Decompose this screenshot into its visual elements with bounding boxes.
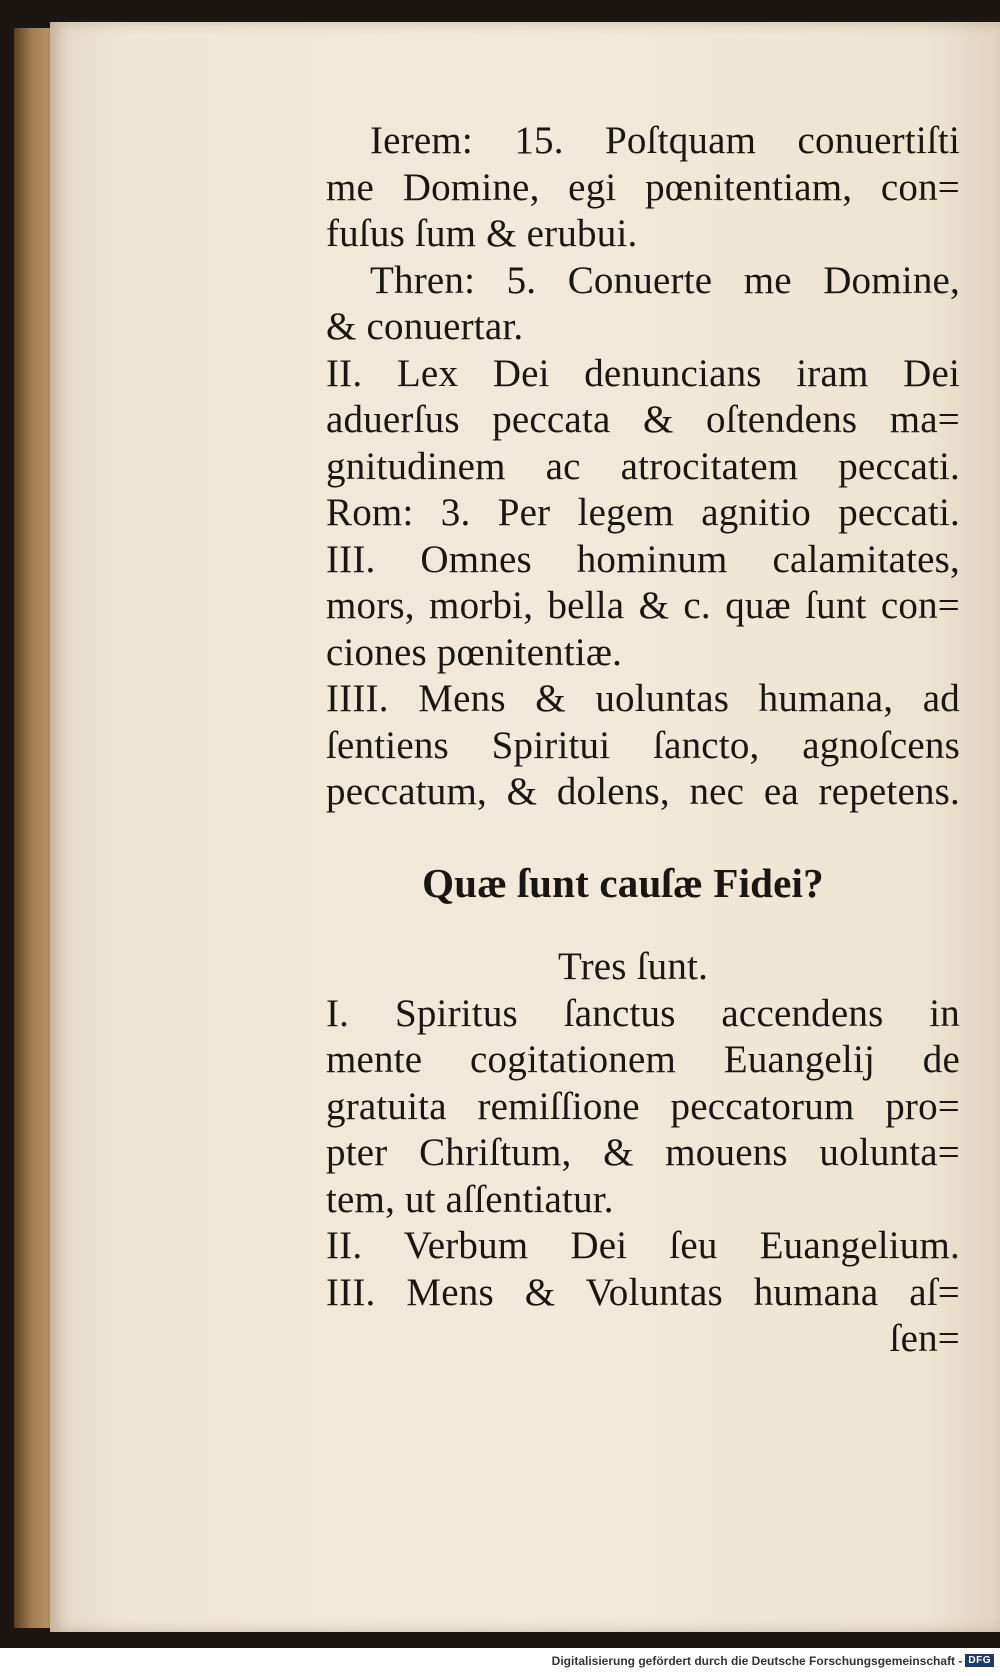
text-line: I. Spiritus ſanctus accendens in: [326, 991, 960, 1035]
text-line: gratuita remiſſione peccatorum pro=: [326, 1084, 960, 1128]
text-line: pter Chriſtum, & mouens uolunta=: [326, 1131, 960, 1174]
text-line: ſentiens Spiritui ſancto, agnoſcens: [326, 723, 960, 767]
text-line: II. Lex Dei denuncians iram Dei: [326, 351, 960, 395]
footer-text: Digitalisierung gefördert durch die Deutsche Forschungsgemeinschaft -: [551, 1653, 963, 1668]
text-line: III. Mens & Voluntas humana aſ=: [326, 1270, 960, 1314]
text-line: fuſus ſum & erubui.: [326, 212, 638, 255]
page-text: [326, 118, 960, 1363]
section-subheading: Tres ſunt.: [557, 945, 709, 988]
text-line: Thren: 5. Conuerte me Domine,: [370, 258, 960, 302]
text-line: tem, ut aſſentiatur.: [326, 1177, 614, 1221]
text-line: & conuertar.: [326, 305, 524, 348]
text-line: IIII. Mens & uoluntas humana, ad: [326, 677, 960, 720]
text-line: II. Verbum Dei ſeu Euangelium.: [326, 1224, 960, 1267]
text-line: ciones pœnitentiæ.: [326, 630, 623, 674]
dfg-logo-icon: DFG: [965, 1654, 994, 1667]
text-line: me Domine, egi pœnitentiam, con=: [326, 165, 960, 209]
text-line: peccatum, & dolens, nec ea repetens.: [326, 770, 960, 813]
text-line: mors, morbi, bella & c. quæ ſunt con=: [326, 584, 960, 627]
text-line: III. Omnes hominum calamitates,: [326, 537, 960, 581]
text-line: Rom: 3. Per legem agnitio peccati.: [326, 491, 960, 534]
text-line: aduerſus peccata & oſtendens ma=: [326, 398, 960, 441]
text-line: gnitudinem ac atrocitatem peccati.: [326, 444, 960, 488]
digitization-footer: [0, 1653, 1000, 1676]
catchword: ſen=: [889, 1317, 960, 1360]
section-heading: Quæ ſunt cauſæ Fidei?: [422, 859, 824, 906]
text-line: Ierem: 15. Poſtquam conuertiſti: [370, 119, 960, 162]
text-line: mente cogitationem Euangelij de: [326, 1038, 960, 1081]
